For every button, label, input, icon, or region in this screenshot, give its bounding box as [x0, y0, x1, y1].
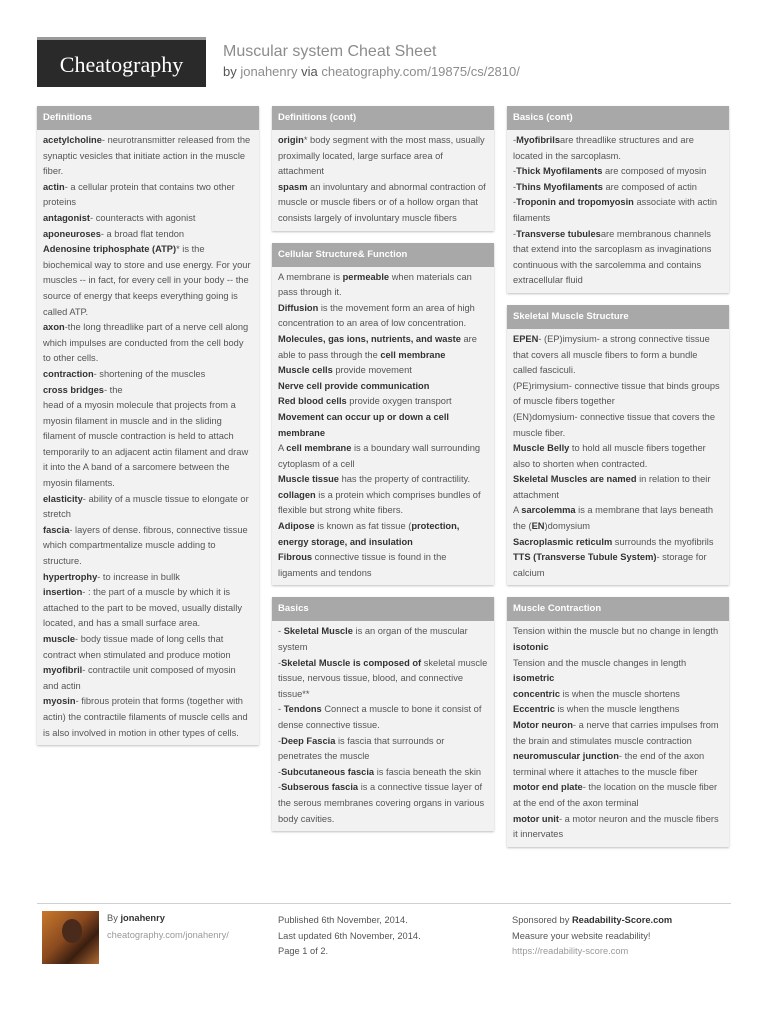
- entry-term: cell membrane: [380, 349, 446, 360]
- entry-term: spasm: [278, 181, 308, 192]
- entry: [513, 535, 723, 551]
- section-title: Basics: [272, 597, 494, 621]
- entry-term: Diffusion: [278, 302, 319, 313]
- entry: [513, 812, 723, 843]
- entry-term: hypertrophy: [43, 571, 98, 582]
- section-entries: [37, 130, 259, 745]
- entry-text: is a protein which comprises bundles of flexible but strong white fibers.: [278, 489, 481, 516]
- entry-term: Myofibrils: [516, 135, 561, 145]
- entry-text: - counteracts with agonist: [90, 212, 196, 223]
- entry-term: Muscle cells: [278, 365, 333, 376]
- entry-term: Red blood cells: [278, 396, 347, 407]
- entry: [513, 749, 723, 780]
- entry-text: - (EP)imysium- a strong connective tissue that covers all muscle fibers to form a bundle called fasciculi.: [513, 333, 710, 376]
- entry-text: is a membrane that lays beneath the (: [513, 505, 714, 532]
- entry-text: - contractile unit composed of myosin and actin: [43, 665, 236, 691]
- entry-text: -: [513, 181, 517, 192]
- entry-term: cross bridges: [43, 384, 104, 395]
- entry-term: motor end plate: [513, 782, 583, 793]
- entry-text: - a nerve that carries impulses from the brain and stimulates muscle contraction: [513, 720, 719, 746]
- entry-term: Adenosine triphosphate (ATP): [43, 244, 177, 255]
- entry-text: is fascia that surrounds or penetrates the muscle: [278, 735, 445, 762]
- entry-text: has the property of contractility.: [338, 474, 471, 485]
- entry-term: concentric: [513, 688, 561, 699]
- entry: [278, 765, 488, 781]
- entry: [513, 687, 723, 703]
- entry-term: Nerve cell provide communication: [278, 380, 430, 391]
- entry: [513, 441, 723, 472]
- entry-text: (EN)domysium- connective tissue that covers the muscle fiber.: [513, 411, 716, 438]
- entry-text: are threadlike structures and are located in the sarcoplasm.: [513, 135, 694, 161]
- entry: [278, 363, 488, 379]
- entry-term: Thins Myofilaments: [516, 181, 603, 192]
- entry: [278, 780, 488, 827]
- entry: [43, 383, 253, 399]
- entry-term: Transverse tubules: [516, 228, 601, 239]
- entry-text: are composed of actin: [602, 181, 697, 192]
- entry: [43, 632, 253, 663]
- entry-text: - body tissue made of long cells that contract when stimulated and produce motion: [43, 634, 231, 660]
- entry: [513, 410, 723, 441]
- entry-text: -: [278, 704, 284, 715]
- entry-text: to hold all muscle fibers together also to shorten when contracted.: [513, 443, 706, 469]
- entry-text: head of a myosin molecule that projects from a myosin filament in muscle and in the sliding filament of muscle contraction is held to attach temporarily to an adjacent actin filament and draw it into the A band of a sarcomere between the myosin filaments.: [43, 400, 249, 489]
- footer-page: Page 1 of 2.: [278, 946, 329, 956]
- entry-term: Eccentric: [513, 704, 555, 715]
- entry-text: - storage for calcium: [513, 552, 707, 578]
- entry: [43, 694, 253, 741]
- entry-term: motor unit: [513, 813, 559, 824]
- entry-text: associate with actin filaments: [513, 197, 718, 223]
- entry-text: - the location on the muscle fiber at the end of the axon terminal: [513, 782, 718, 808]
- byline-url-link[interactable]: cheatography.com/19875/cs/2810/: [321, 64, 520, 79]
- entry: [513, 718, 723, 749]
- byline-via: via: [301, 64, 318, 79]
- entry-text: -: [278, 735, 282, 746]
- entry-text: A membrane is: [278, 271, 343, 282]
- entry: [513, 133, 723, 164]
- entry-text: is when the muscle lengthens: [554, 704, 680, 715]
- entry-text: is fascia beneath the skin: [374, 766, 482, 777]
- entry-text: is a boundary wall surrounding cytoplasm of a cell: [278, 443, 481, 469]
- entry-text: - the end of the axon terminal where it attaches to the muscle fiber: [513, 751, 705, 777]
- entry-text: Tension and the muscle changes in length: [513, 657, 687, 668]
- footer-published: Published 6th November, 2014.: [278, 915, 408, 925]
- entry: [43, 367, 253, 383]
- entry: [278, 332, 488, 363]
- entry-text: * body segment with the most mass, usually proximally located, large surface area of attachment: [278, 135, 485, 177]
- entry: [43, 663, 253, 694]
- entry-term: Thick Myofilaments: [516, 166, 603, 177]
- entry: [278, 441, 488, 472]
- entry: [43, 133, 253, 180]
- entry-text: )domysium: [544, 521, 590, 532]
- entry: [278, 133, 488, 180]
- footer-sponsored-by: Sponsored by: [512, 915, 570, 925]
- entry-term: protection, energy storage, and insulation: [278, 521, 460, 547]
- section-title: Skeletal Muscle Structure: [507, 305, 729, 329]
- entry-term: Motor neuron: [513, 720, 573, 730]
- entry: [278, 519, 488, 550]
- footer-updated: Last updated 6th November, 2014.: [278, 930, 421, 941]
- entry-term: Adipose: [278, 521, 315, 532]
- entry-text: - a cellular protein that contains two other proteins: [43, 181, 235, 208]
- entry-text: is when the muscle shortens: [560, 688, 680, 699]
- avatar-head-shape: [62, 919, 82, 943]
- entry: [43, 492, 253, 523]
- entry-term: Subcutaneous fascia: [281, 766, 375, 777]
- entry-text: are membranous channels that extend into the sarcoplasm as invaginations continuous with the sarcolemma and contains extracellular fluid: [513, 228, 712, 286]
- entry-text: -: [513, 166, 517, 177]
- entry-text: surrounds the myofibrils: [612, 536, 714, 547]
- section-title: Basics (cont): [507, 106, 729, 130]
- entry-text: Tension within the muscle but no change in length: [513, 626, 719, 637]
- column-3: [507, 106, 729, 859]
- entry-text: - the: [103, 384, 123, 395]
- entry-text: -: [513, 197, 517, 208]
- entry: [513, 379, 723, 410]
- entry-text: is an organ of the muscular system: [278, 626, 468, 653]
- section-entries: [507, 130, 729, 293]
- section: [272, 597, 494, 831]
- entry-text: * is the biochemical way to store and use energy. For your muscles -- in fact, for every cell in your body -- the source of energy that keeps everything going is called ATP.: [43, 244, 251, 317]
- entry-text: are composed of myosin: [602, 166, 707, 177]
- entry-text: - : the part of a muscle by which it is attached to the part to be moved, usually distally located, and has a small surface area.: [43, 587, 242, 629]
- footer-author: [107, 913, 165, 923]
- entry-text: - layers of dense. fibrous, connective tissue which compartmentalize muscle adding to structure.: [43, 524, 248, 567]
- footer-sponsor-line: [512, 913, 672, 929]
- entry-term: Muscle Belly: [513, 443, 570, 454]
- entry: [43, 242, 253, 320]
- entry-text: - neurotransmitter released from the synaptic vesicles that initiate action in the muscle fiber.: [43, 135, 251, 177]
- entry-text: Connect a muscle to bone it consist of dense connective tissue.: [278, 704, 482, 730]
- entry-term: Movement can occur up or down a cell membrane: [278, 411, 449, 438]
- byline-author-link[interactable]: jonahenry: [240, 64, 298, 79]
- entry: [513, 550, 723, 581]
- column-1: [37, 106, 259, 757]
- entry-text: when materials can pass through it.: [278, 271, 472, 298]
- entry-term: neuromuscular junction: [513, 751, 619, 762]
- entry-term: myofibril: [43, 665, 83, 676]
- entry-text: A: [278, 443, 287, 454]
- entry: [43, 211, 253, 227]
- entry-term: actin: [43, 181, 65, 192]
- entry-term: permeable: [342, 271, 390, 282]
- entry-term: elasticity: [43, 493, 83, 504]
- footer-sponsor: [512, 913, 672, 960]
- entry: [513, 656, 723, 687]
- entry-term: EPEN: [513, 333, 539, 344]
- entry-term: contraction: [43, 368, 94, 379]
- entry: [43, 570, 253, 586]
- entry: [43, 320, 253, 367]
- entry-text: is known as fat tissue (: [314, 521, 412, 532]
- entry-text: A: [513, 505, 522, 516]
- entry-text: -: [278, 626, 284, 637]
- entry: [513, 227, 723, 289]
- entry-term: antagonist: [43, 212, 91, 223]
- entry-text: -: [513, 228, 517, 239]
- section-title: Definitions (cont): [272, 106, 494, 130]
- entry-term: EN: [531, 521, 545, 532]
- entry: [513, 702, 723, 718]
- entry: [278, 624, 488, 655]
- entry: [278, 550, 488, 581]
- entry-text: skeletal muscle tissue, nervous tissue, blood, and connective tissue**: [278, 657, 488, 699]
- author-avatar[interactable]: [42, 911, 99, 964]
- entry: [278, 394, 488, 410]
- entry-term: aponeuroses: [43, 228, 101, 239]
- entry: [513, 503, 723, 534]
- entry-term: myosin: [43, 696, 76, 707]
- entry: [278, 702, 488, 733]
- entry-text: - a broad flat tendon: [100, 228, 185, 239]
- entry: [278, 270, 488, 301]
- entry: [43, 227, 253, 243]
- section-entries: [507, 329, 729, 586]
- entry: [513, 195, 723, 226]
- footer-author-url[interactable]: cheatography.com/jonahenry/: [107, 930, 229, 940]
- entry: [43, 585, 253, 632]
- section: [507, 305, 729, 586]
- entry: [278, 379, 488, 395]
- entry: [278, 472, 488, 488]
- entry: [278, 180, 488, 227]
- entry-text: -: [278, 782, 282, 793]
- entry-term: isometric: [513, 673, 555, 684]
- entry-text: - a motor neuron and the muscle fibers it innervates: [513, 813, 719, 840]
- entry-text: - shortening of the muscles: [93, 368, 206, 379]
- footer-author-name[interactable]: jonahenry: [120, 913, 165, 923]
- entry-text: -: [513, 135, 517, 145]
- section-title: Definitions: [37, 106, 259, 130]
- entry-text: an involuntary and abnormal contraction of muscle or muscle fibers or of a hollow organ that consists largely of involuntary muscle fibers: [278, 181, 486, 223]
- section-entries: [272, 130, 494, 231]
- sheet-byline: [223, 64, 520, 79]
- footer-sponsor-tagline: Measure your website readability!: [512, 930, 651, 941]
- section-entries: [272, 621, 494, 831]
- entry: [278, 734, 488, 765]
- byline-by: by: [223, 64, 237, 79]
- entry-term: acetylcholine: [43, 135, 102, 145]
- entry-text: are able to pass through the: [278, 333, 477, 360]
- entry-term: origin: [278, 135, 304, 145]
- entry-term: Skeletal Muscle: [283, 626, 353, 637]
- entry: [513, 472, 723, 503]
- entry-term: sarcolemma: [521, 505, 576, 516]
- entry-term: Tendons: [283, 704, 322, 715]
- section: [272, 243, 494, 586]
- entry-text: provide oxygen transport: [346, 396, 452, 407]
- section: [507, 597, 729, 846]
- entry: [513, 780, 723, 811]
- entry: [278, 488, 488, 519]
- entry-text: connective tissue is found in the ligaments and tendons: [278, 552, 447, 578]
- entry: [278, 656, 488, 703]
- entry-term: Skeletal Muscles are named: [513, 474, 637, 485]
- footer-dates: [278, 913, 421, 960]
- footer-sponsor-url[interactable]: https://readability-score.com: [512, 946, 629, 956]
- entry-term: Deep Fascia: [281, 735, 336, 746]
- entry-text: - ability of a muscle tissue to elongate or stretch: [43, 493, 249, 520]
- entry-term: Molecules, gas ions, nutrients, and waste: [278, 333, 461, 344]
- entry-text: (PE)rimysium- connective tissue that binds groups of muscle fibers together: [513, 380, 720, 407]
- entry-text: -: [278, 766, 282, 777]
- entry-text: - to increase in bullk: [97, 571, 180, 582]
- entry-text: - fibrous protein that forms (together with actin) the contractile filaments of muscle cells and is also involved in motion in other types of cells.: [43, 696, 248, 738]
- entry-text: is the movement form an area of high concentration to an area of low concentration.: [278, 302, 475, 329]
- entry-term: axon: [43, 322, 65, 333]
- entry-text: is a connective tissue layer of the serous membranes covering organs in various body cavities.: [278, 782, 485, 824]
- section: [272, 106, 494, 231]
- cheatography-logo[interactable]: Cheatography: [37, 37, 206, 87]
- entry: [43, 523, 253, 570]
- entry-text: in relation to their attachment: [513, 474, 711, 500]
- entry: [43, 180, 253, 211]
- entry: [43, 398, 253, 492]
- section-entries: [272, 267, 494, 586]
- entry-text: -: [278, 657, 282, 668]
- entry-term: Sacroplasmic reticulm: [513, 536, 613, 547]
- entry-term: Muscle tissue: [278, 474, 339, 485]
- section: [37, 106, 259, 745]
- entry: [513, 332, 723, 379]
- entry-term: collagen: [278, 489, 316, 500]
- entry: [278, 410, 488, 441]
- entry-term: muscle: [43, 634, 76, 644]
- entry-term: insertion: [43, 587, 83, 598]
- entry-term: Subserous fascia: [281, 782, 359, 793]
- section-entries: [507, 621, 729, 846]
- entry: [278, 301, 488, 332]
- section-title: Cellular Structure& Function: [272, 243, 494, 267]
- entry-term: cell membrane: [286, 443, 352, 454]
- entry-term: TTS (Transverse Tubule System): [513, 552, 657, 563]
- entry-term: Skeletal Muscle is composed of: [281, 657, 422, 668]
- entry-term: Troponin and tropomyosin: [516, 197, 634, 208]
- section: [507, 106, 729, 293]
- footer-divider: [37, 903, 731, 904]
- entry: [513, 624, 723, 655]
- section-title: Muscle Contraction: [507, 597, 729, 621]
- entry-term: Fibrous: [278, 552, 313, 563]
- entry: [513, 180, 723, 196]
- entry: [513, 164, 723, 180]
- footer-sponsor-name[interactable]: Readability-Score.com: [571, 915, 673, 925]
- entry-text: -the long threadlike part of a nerve cell along which impulses are conducted from the cell body to other cells.: [43, 322, 249, 364]
- sheet-title: Muscular system Cheat Sheet: [223, 43, 437, 60]
- entry-text: provide movement: [332, 365, 412, 376]
- footer-by: By: [107, 913, 118, 923]
- column-2: [272, 106, 494, 843]
- entry-term: fascia: [43, 524, 70, 535]
- entry-term: isotonic: [513, 642, 549, 653]
